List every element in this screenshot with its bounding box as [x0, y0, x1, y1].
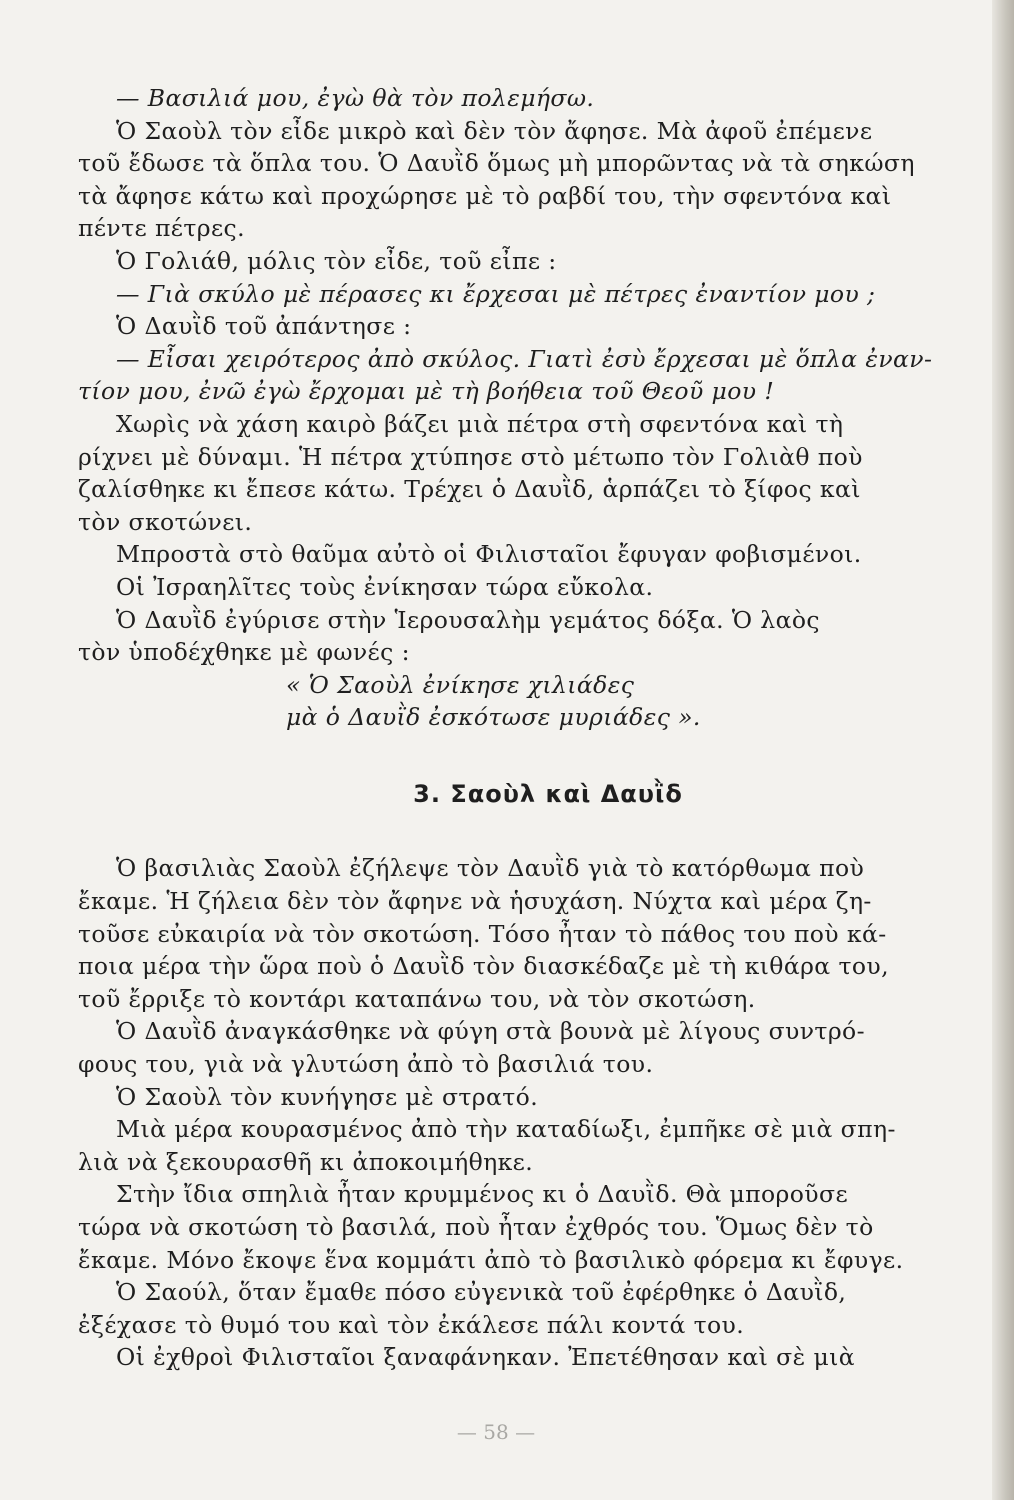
text-line: Ὁ Σαοὺλ τὸν κυνήγησε μὲ στρατό. — [116, 1082, 539, 1111]
text-line: ποια μέρα τὴν ὥρα ποὺ ὁ Δαυῒδ τὸν διασκέδαζε μὲ τὴ κιθάρα του, — [78, 952, 889, 981]
text-line: Ὁ Σαοὺλ τὸν εἶδε μικρὸ καὶ δὲν τὸν ἄφησε. Μὰ ἀφοῦ ἐπέμενε — [116, 116, 873, 145]
text-line: — Βασιλιά μου, ἐγὼ θὰ τὸν πολεμήσω. — [116, 84, 595, 112]
text-line: τώρα νὰ σκοτώση τὸ βασιλά, ποὺ ἦταν ἐχθρός του. Ὅμως δὲν τὸ — [78, 1213, 874, 1241]
text-line: Οἱ Ἰσραηλῖτες τοὺς ἐνίκησαν τώρα εὔκολα. — [116, 572, 654, 601]
text-line: ἔκαμε. Ἡ ζήλεια δὲν τὸν ἄφηνε νὰ ἡσυχάση. Νύχτα καὶ μέρα ζη- — [78, 887, 872, 916]
text-line: φους του, γιὰ νὰ γλυτώση ἀπὸ τὸ βασιλιά του. — [78, 1050, 654, 1079]
text-line: μὰ ὁ Δαυῒδ ἐσκότωσε μυριάδες ». — [286, 703, 701, 732]
text-line: Ὁ Σαούλ, ὅταν ἔμαθε πόσο εὐγενικὰ τοῦ ἐφέρθηκε ὁ Δαυῒδ, — [116, 1278, 847, 1307]
text-line: Ὁ Δαυῒδ ἀναγκάσθηκε νὰ φύγη στὰ βουνὰ μὲ λίγους συντρό- — [116, 1017, 865, 1046]
text-line: Ὁ Γολιάθ, μόλις τὸν εἶδε, τοῦ εἶπε : — [116, 246, 557, 275]
text-line: τοῦ ἔρριξε τὸ κοντάρι καταπάνω του, νὰ τὸν σκοτώση. — [78, 984, 756, 1013]
text-line: ἔκαμε. Μόνο ἔκοψε ἕνα κομμάτι ἀπὸ τὸ βασιλικὸ φόρεμα κι ἔφυγε. — [78, 1245, 904, 1274]
text-line: Ὁ Δαυῒδ ἐγύρισε στὴν Ἱερουσαλὴμ γεμάτος δόξα. Ὁ λαὸς — [116, 605, 820, 634]
text-line: Στὴν ἴδια σπηλιὰ ἦταν κρυμμένος κι ὁ Δαυῒδ. Θὰ μποροῦσε — [116, 1180, 849, 1209]
text-line: τὰ ἄφησε κάτω καὶ προχώρησε μὲ τὸ ραβδί του, τὴν σφεντόνα καὶ — [78, 181, 892, 210]
text-line: τίον μου, ἐνῶ ἐγὼ ἔρχομαι μὲ τὴ βοήθεια τοῦ Θεοῦ μου ! — [78, 377, 775, 406]
text-line: Μπροστὰ στὸ θαῦμα αὐτὸ οἱ Φιλισταῖοι ἔφυγαν φοβισμένοι. — [116, 540, 862, 569]
text-line: « Ὁ Σαοὺλ ἐνίκησε χιλιάδες — [286, 670, 635, 699]
section-heading: 3. Σαοὺλ καὶ Δαυῒδ — [413, 779, 683, 808]
text-line: ρίχνει μὲ δύναμι. Ἡ πέτρα χτύπησε στὸ μέτωπο τὸν Γολιὰθ ποὺ — [78, 442, 863, 471]
book-spine-shadow — [992, 0, 1014, 1500]
text-line: τὸν ὑποδέχθηκε μὲ φωνές : — [78, 638, 410, 667]
text-line: Χωρὶς νὰ χάση καιρὸ βάζει μιὰ πέτρα στὴ σφεντόνα καὶ τὴ — [116, 409, 844, 438]
page-number: — 58 — — [456, 1420, 536, 1444]
text-line: λιὰ νὰ ξεκουρασθῆ κι ἀποκοιμήθηκε. — [78, 1147, 534, 1176]
text-block-before-heading — [78, 82, 958, 734]
text-line: — Γιὰ σκύλο μὲ πέρασες κι ἔρχεσαι μὲ πέτρες ἐναντίον μου ; — [116, 279, 876, 308]
text-line: — Εἶσαι χειρότερος ἀπὸ σκύλος. Γιατὶ ἐσὺ ἔρχεσαι μὲ ὅπλα ἐναν- — [116, 344, 933, 373]
text-block-after-heading — [78, 852, 958, 1374]
text-line: Ὁ βασιλιὰς Σαοὺλ ἐζήλεψε τὸν Δαυῒδ γιὰ τὸ κατόρθωμα ποὺ — [116, 854, 865, 883]
text-line: τοῦσε εὐκαιρία νὰ τὸν σκοτώση. Τόσο ἦταν τὸ πάθος του ποὺ κά- — [78, 919, 887, 948]
text-line: Μιὰ μέρα κουρασμένος ἀπὸ τὴν καταδίωξι, ἐμπῆκε σὲ μιὰ σπη- — [116, 1115, 896, 1144]
page-body — [78, 82, 958, 1374]
text-line: πέντε πέτρες. — [78, 214, 245, 243]
text-line: τοῦ ἔδωσε τὰ ὅπλα του. Ὁ Δαυῒδ ὅμως μὴ μπορῶντας νὰ τὰ σηκώση — [78, 149, 915, 178]
text-line: Ὁ Δαυῒδ τοῦ ἀπάντησε : — [116, 312, 412, 341]
text-line: ἐξέχασε τὸ θυμό του καὶ τὸν ἐκάλεσε πάλι κοντά του. — [78, 1310, 745, 1339]
text-line: τὸν σκοτώνει. — [78, 507, 253, 536]
text-line: Οἱ ἐχθροὶ Φιλισταῖοι ξαναφάνηκαν. Ἐπετέθησαν καὶ σὲ μιὰ — [116, 1343, 856, 1372]
text-line: ζαλίσθηκε κι ἔπεσε κάτω. Τρέχει ὁ Δαυῒδ, ἁρπάζει τὸ ξίφος καὶ — [78, 475, 861, 504]
